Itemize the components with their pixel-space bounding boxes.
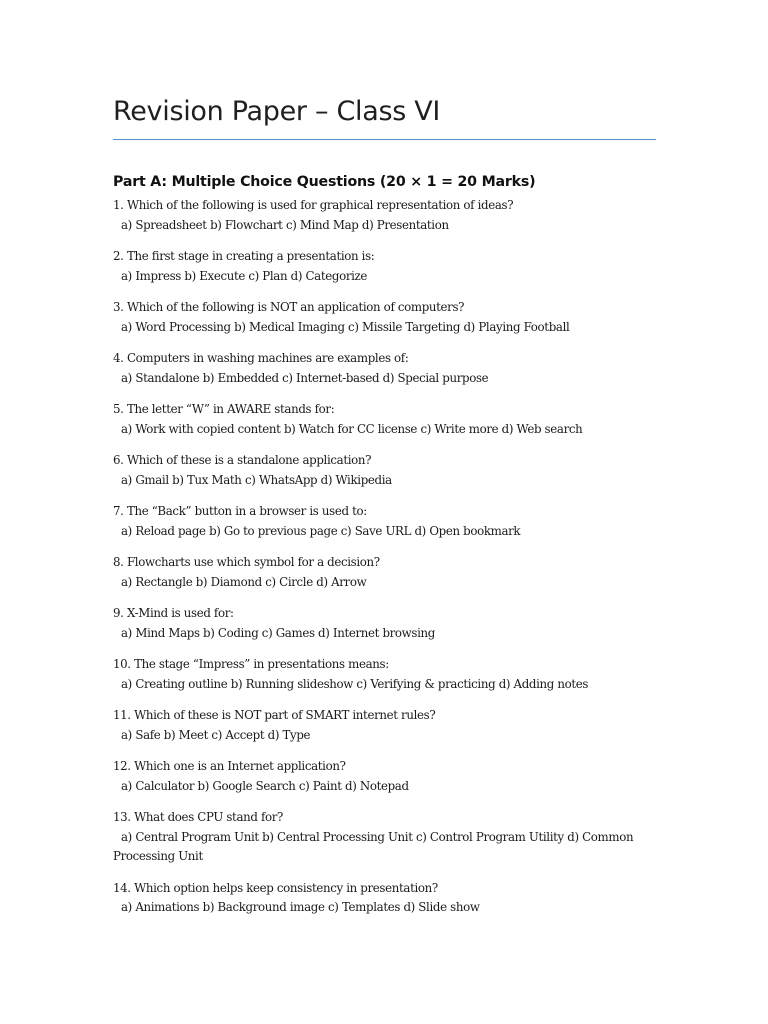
question-item (113, 553, 658, 592)
question-text: 3. Which of the following is NOT an application of computers? (113, 300, 465, 314)
question-options: a) Central Program Unit b) Central Processing Unit c) Control Program Utility d) Common Processing Unit (113, 829, 634, 863)
section-heading: Part A: Multiple Choice Questions (20 × 1 = 20 Marks) (113, 174, 536, 190)
question-item (113, 400, 658, 439)
question-item (113, 757, 658, 796)
question-item (113, 655, 658, 694)
question-text: 1. Which of the following is used for graphical representation of ideas? (113, 198, 514, 212)
question-item (113, 196, 658, 235)
question-text: 10. The stage “Impress” in presentations means: (113, 657, 389, 671)
question-item (113, 808, 658, 867)
question-item (113, 349, 658, 388)
question-text: 14. Which option helps keep consistency in presentation? (113, 880, 438, 895)
question-options: a) Mind Maps b) Coding c) Games d) Internet browsing (121, 625, 436, 640)
question-text: 2. The first stage in creating a presentation is: (113, 249, 375, 263)
question-text: 5. The letter “W” in AWARE stands for: (113, 402, 335, 416)
question-options: a) Creating outline b) Running slideshow c) Verifying & practicing d) Adding notes (121, 676, 589, 691)
question-text: 8. Flowcharts use which symbol for a decision? (113, 555, 380, 569)
question-options: a) Animations b) Background image c) Templates d) Slide show (121, 900, 480, 914)
question-item (113, 451, 658, 490)
question-item (113, 247, 658, 286)
question-text: 6. Which of these is a standalone application? (113, 453, 372, 467)
question-options: a) Spreadsheet b) Flowchart c) Mind Map d) Presentation (121, 217, 449, 232)
title-divider (113, 139, 656, 140)
question-options: a) Standalone b) Embedded c) Internet-based d) Special purpose (121, 370, 489, 385)
question-text: 13. What does CPU stand for? (113, 810, 284, 824)
page-title: Revision Paper – Class VI (113, 96, 441, 127)
question-text: 7. The “Back” button in a browser is used to: (113, 504, 367, 518)
question-item (113, 604, 658, 643)
question-list (113, 196, 658, 930)
question-text: 11. Which of these is NOT part of SMART internet rules? (113, 708, 436, 722)
question-options: a) Word Processing b) Medical Imaging c) Missile Targeting d) Playing Football (121, 319, 570, 334)
question-text: 9. X-Mind is used for: (113, 606, 234, 620)
question-options: a) Rectangle b) Diamond c) Circle d) Arrow (121, 574, 367, 589)
question-options: a) Gmail b) Tux Math c) WhatsApp d) Wikipedia (121, 472, 392, 487)
question-options: a) Safe b) Meet c) Accept d) Type (121, 727, 311, 742)
question-item (113, 502, 658, 541)
question-item (113, 879, 658, 918)
question-options: a) Reload page b) Go to previous page c) Save URL d) Open bookmark (121, 523, 521, 538)
question-options: a) Impress b) Execute c) Plan d) Categorize (121, 268, 368, 283)
question-text: 4. Computers in washing machines are examples of: (113, 351, 409, 365)
question-options: a) Work with copied content b) Watch for CC license c) Write more d) Web search (121, 421, 583, 436)
question-text: 12. Which one is an Internet application? (113, 759, 346, 773)
question-options: a) Calculator b) Google Search c) Paint d) Notepad (121, 778, 409, 793)
question-item (113, 298, 658, 337)
question-item (113, 706, 658, 745)
